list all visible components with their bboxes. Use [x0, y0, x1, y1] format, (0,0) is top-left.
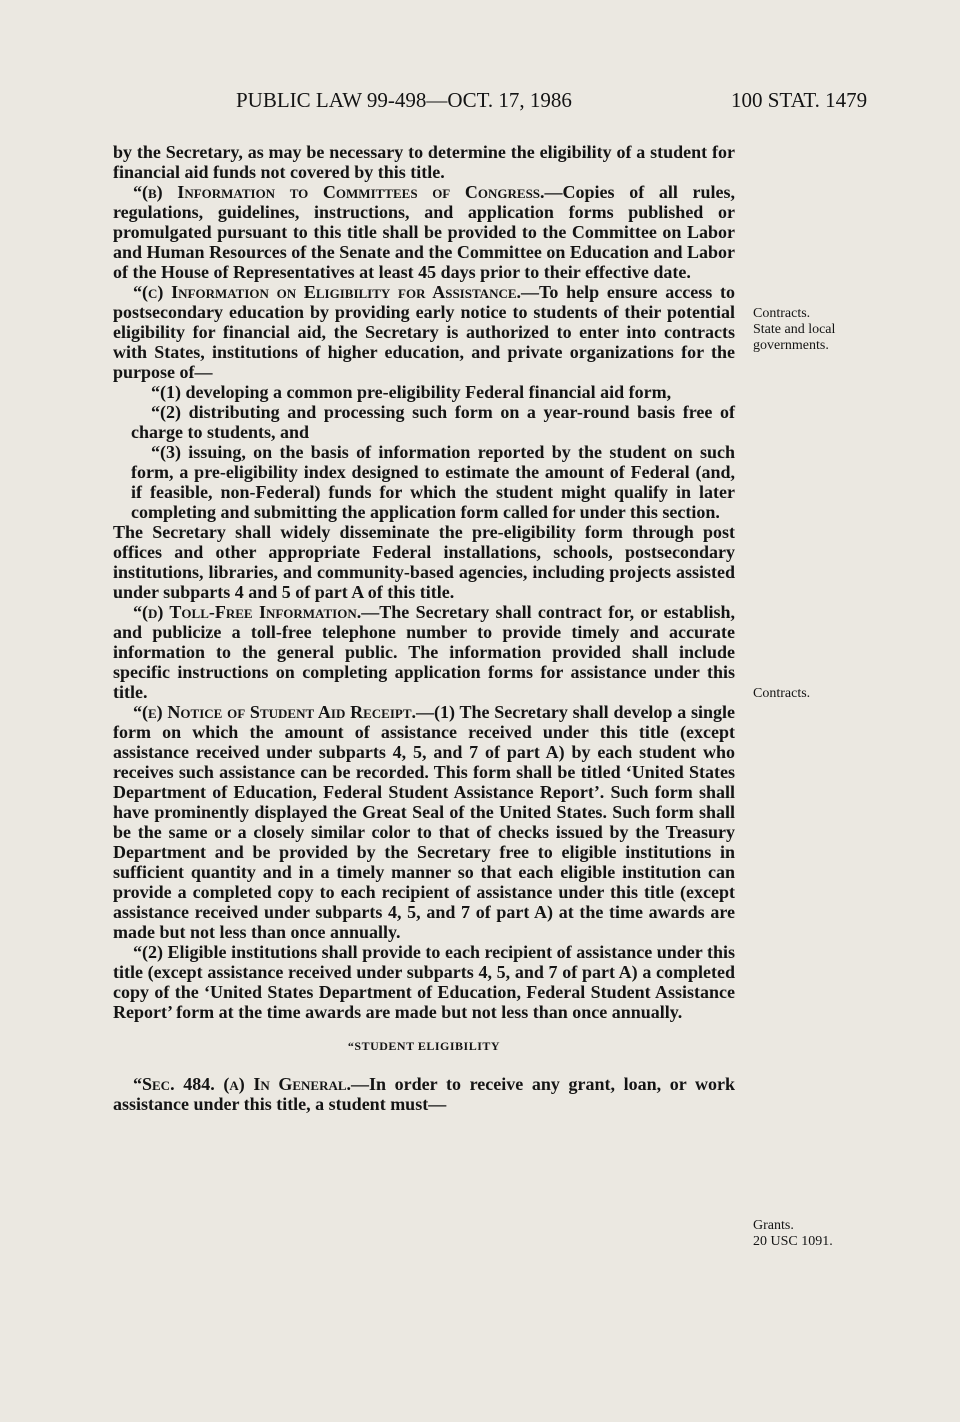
- law-title: PUBLIC LAW 99-498—OCT. 17, 1986: [236, 88, 572, 112]
- paragraph-b: “(b) Information to Committees of Congress.—Copies of all rules, regulations, guidelines, instructions, and application forms published or promulgated pursuant to this title shall be provided to the Committee on Labor and Human Resources of the Senate and the Committee on Education and Labor of the House of Representatives at least 45 days prior to their effective date.: [113, 182, 735, 282]
- paragraph: “(2) Eligible institutions shall provide to each recipient of assistance under this title (except assistance received under subparts 4, 5, and 7 of part A) a completed copy of the ‘United States Department of Education, Federal Student Assistance Report’ form at the time awards are made but not less than once annually.: [113, 942, 735, 1022]
- paragraph-c: “(c) Information on Eligibility for Assistance.—To help ensure access to postsecondary education by providing early notice to students of their potential eligibility for financial aid, the Secretary is authorized to enter into contracts with States, institutions of higher education, and private organizations for the purpose of—: [113, 282, 735, 382]
- subsection-heading: “(d) Toll-Free Information.: [133, 602, 362, 622]
- paragraph-sec-484: “Sec. 484. (a) In General.—In order to receive any grant, loan, or work assistance under this title, a student must—: [113, 1074, 735, 1114]
- margin-note: Grants. 20 USC 1091.: [753, 1218, 833, 1249]
- list-item: “(2) distributing and processing such form on a year-round basis free of charge to students, and: [131, 402, 735, 442]
- paragraph: by the Secretary, as may be necessary to determine the eligibility of a student for financial aid funds not covered by this title.: [113, 142, 735, 182]
- section-title: “STUDENT ELIGIBILITY: [347, 1039, 501, 1053]
- subsection-heading: “(c) Information on Eligibility for Assistance.: [133, 282, 522, 302]
- subsection-heading: “(e) Notice of Student Aid Receipt.: [133, 702, 417, 722]
- section-heading: “Sec. 484. (a) In General.: [133, 1074, 352, 1094]
- paragraph-e: “(e) Notice of Student Aid Receipt.—(1) The Secretary shall develop a single form on which the amount of assistance received under this title (except assistance received under subparts 4, 5, and 7 of part A) by each student who receives such assistance can be recorded. This form shall be titled ‘United States Department of Education, Federal Student Assistance Report’. Such form shall have prominently displayed the Great Seal of the United States. Such form shall be the same or a closely similar color to that of checks issued by the Treasury Department and be provided by the Secretary free to eligible institutions in sufficient quantity and in a timely manner so that each eligible institution can provide a completed copy to each recipient of assistance under this title (except assistance received under subparts 4, 5, and 7 of part A) at the time awards are made but not less than once annually.: [113, 702, 735, 942]
- paragraph: The Secretary shall widely disseminate the pre-eligibility form through post offices and other appropriate Federal installations, schools, postsecondary institutions, libraries, and community-based agencies, including projects assisted under subparts 4 and 5 of part A of this title.: [113, 522, 735, 602]
- subsection-heading: “(b) Information to Committees of Congress.: [133, 182, 545, 202]
- margin-note: Contracts. State and local governments.: [753, 306, 836, 353]
- statute-reference: 100 STAT. 1479: [731, 88, 868, 112]
- body-text: [113, 142, 735, 1114]
- list-item: “(1) developing a common pre-eligibility Federal financial aid form,: [151, 382, 672, 402]
- paragraph-d: “(d) Toll-Free Information.—The Secretary shall contract for, or establish, and publicize a toll-free telephone number to provide timely and accurate information to the general public. The information provided shall include specific instructions on completing application forms for assistance under this title.: [113, 602, 735, 702]
- margin-note: Contracts.: [753, 686, 811, 701]
- list-item: “(3) issuing, on the basis of information reported by the student on such form, a pre-eligibility index designed to estimate the amount of Federal (and, if feasible, non-Federal) funds for which the student might qualify in later completing and submitting the application form called for under this section.: [131, 442, 735, 522]
